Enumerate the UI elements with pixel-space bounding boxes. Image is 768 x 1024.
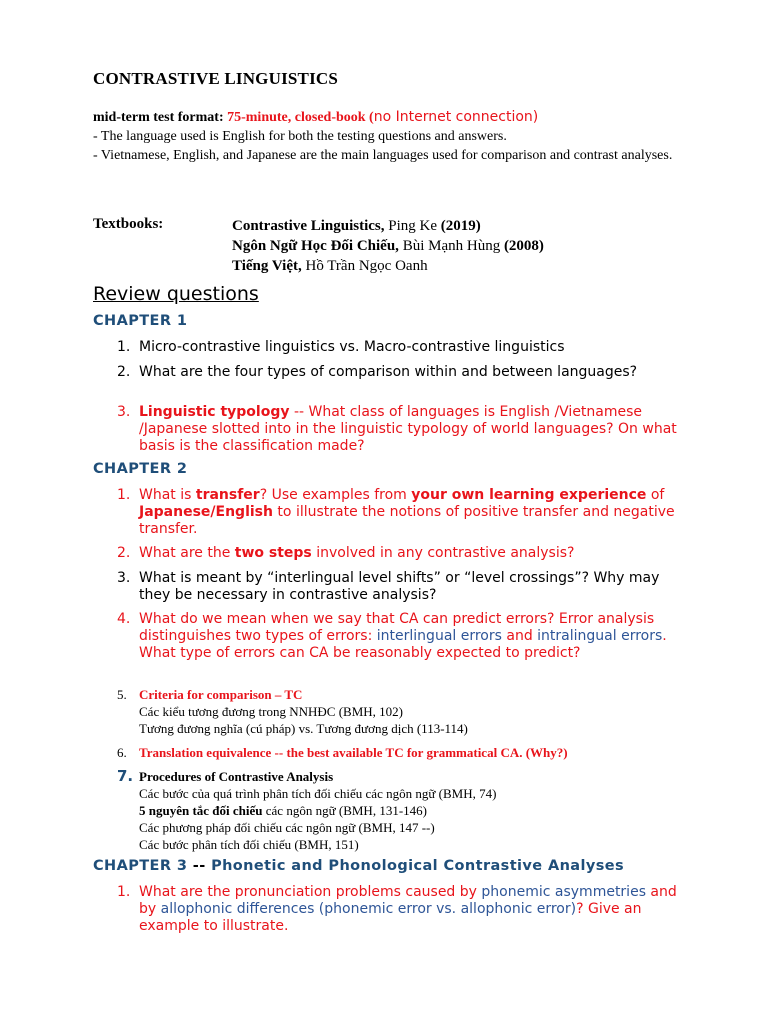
format-line-1: - The language used is English for both the testing questions and answers. [93,129,507,144]
question-text [139,404,687,455]
text-run: and by [139,884,677,917]
list-number: 3. [117,570,131,586]
question-line: Các bước phân tích đối chiếu (BMH, 151) [139,837,359,852]
text-run-bold: 5 nguyên tắc đối chiếu [139,803,263,818]
chapter-2-heading: CHAPTER 2 [93,461,188,477]
question-text [139,611,687,662]
textbook-title: Tiếng Việt, [232,258,302,274]
question-heading: Procedures of Contrastive Analysis [139,769,334,784]
question-text: What are the four types of comparison within and between languages? [139,364,638,380]
text-run: What are the [139,545,235,561]
text-run-bold: . (Why?) [519,745,568,760]
question-text [139,686,687,737]
question-heading: Criteria for comparison – TC [139,687,303,702]
text-run: involved in any contrastive analysis? [311,545,575,561]
textbooks-label: Textbooks: [93,216,164,232]
question-line: Các kiểu tương đương trong NNHĐC (BMH, 102) [139,704,403,719]
chapter-topic: Phonetic and Phonological Contrastive Analyses [211,858,624,874]
chapter-2-question-2 [117,545,687,562]
textbook-title: Contrastive Linguistics, [232,218,385,234]
textbook-item [232,216,544,236]
question-line: Các phương pháp đối chiếu các ngôn ngữ (BMH, 147 --) [139,820,435,835]
text-run-blue: interlingual errors [376,628,502,644]
textbook-item [232,256,544,276]
chapter-2-question-7 [117,768,687,853]
text-run-blue: phonemic asymmetries [481,884,646,900]
chapter-2-question-6 [117,744,687,761]
chapter-3-question-1 [117,884,687,935]
list-number: 7. [117,767,134,785]
text-run: of [646,487,665,503]
text-run: What are the pronunciation problems caused by [139,884,482,900]
text-run-bold: two steps [234,545,312,561]
question-text [139,884,687,935]
text-run: ? Use examples from [259,487,412,503]
chapter-separator: -- [187,858,212,874]
list-number: 4. [117,611,131,627]
question-text [139,768,687,853]
format-no-internet: no Internet connection) [373,109,539,125]
textbook-year: (2008) [503,238,544,254]
document-title: CONTRASTIVE LINGUISTICS [93,69,339,88]
question-keyword: Linguistic typology [139,404,290,420]
question-line: các ngôn ngữ (BMH, 131-146) [262,803,427,818]
textbook-author: Ping Ke [384,218,441,234]
test-format [93,108,733,165]
format-line-2: - Vietnamese, English, and Japanese are the main languages used for comparison and contrast analyses. [93,148,673,163]
text-run: to illustrate the notions of positive transfer and negative transfer. [139,504,675,537]
textbook-year: (2019) [440,218,481,234]
list-number: 3. [117,404,131,420]
question-text [139,487,687,538]
text-run-blue: allophonic differences (phonemic error vs. allophonic error) [160,901,577,917]
text-run-bold: Translation equivalence -- the best available TC for grammatical CA [139,745,520,760]
textbook-item [232,236,544,256]
chapter-2-question-4 [117,611,687,662]
text-run-blue: intralingual errors [537,628,663,644]
text-run-bold: Japanese/English [139,504,273,520]
question-line: Tương đương nghĩa (cú pháp) vs. Tương đương dịch (113-114) [139,721,468,736]
list-number: 1. [117,487,131,503]
question-line: Các bước của quá trình phân tích đối chiếu các ngôn ngữ (BMH, 74) [139,786,497,801]
textbook-title: Ngôn Ngữ Học Đối Chiếu, [232,238,399,254]
question-text [139,545,687,562]
format-duration: 75-minute, closed-book ( [227,110,374,125]
chapter-label: CHAPTER 3 [93,858,188,874]
textbook-author: Bùi Mạnh Hùng [398,238,504,254]
question-rest: -- What class of languages is English /Vietnamese /Japanese slotted into in the linguistic typology of world languages? On what basis is the classification made? [139,404,677,454]
text-run-bold: transfer [195,487,260,503]
text-run: ? Give an example to illustrate. [139,901,642,934]
text-run-bold: your own learning experience [411,487,647,503]
question-text: What is meant by “interlingual level shifts” or “level crossings”? Why may they be necessary in contrastive analysis? [139,570,660,603]
textbook-author: Hồ Trần Ngọc Oanh [301,258,428,274]
text-run: What is [139,487,196,503]
chapter-2-question-3 [117,570,687,604]
list-number: 2. [117,545,131,561]
text-run: . What type of errors can CA be reasonably expected to predict? [139,628,667,661]
chapter-1-question-3 [117,404,687,455]
list-number: 5. [117,687,127,702]
chapter-1-question-2 [117,364,687,381]
textbooks-list [232,216,544,276]
list-number: 6. [117,745,127,760]
chapter-2-question-5 [117,686,687,737]
review-questions-heading: Review questions [93,283,259,305]
question-text: Micro-contrastive linguistics vs. Macro-contrastive linguistics [139,339,565,355]
chapter-2-question-1 [117,487,687,538]
question-text [139,744,687,761]
chapter-1-heading: CHAPTER 1 [93,313,188,329]
list-number: 1. [117,884,131,900]
list-number: 2. [117,364,131,380]
chapter-1-question-1 [117,339,687,356]
chapter-3-heading [93,858,624,874]
format-label: mid-term test format: [93,110,224,125]
text-run: and [501,628,538,644]
text-run: What do we mean when we say that CA can predict errors? Error analysis distinguishes two types of errors: [139,611,655,644]
list-number: 1. [117,339,131,355]
